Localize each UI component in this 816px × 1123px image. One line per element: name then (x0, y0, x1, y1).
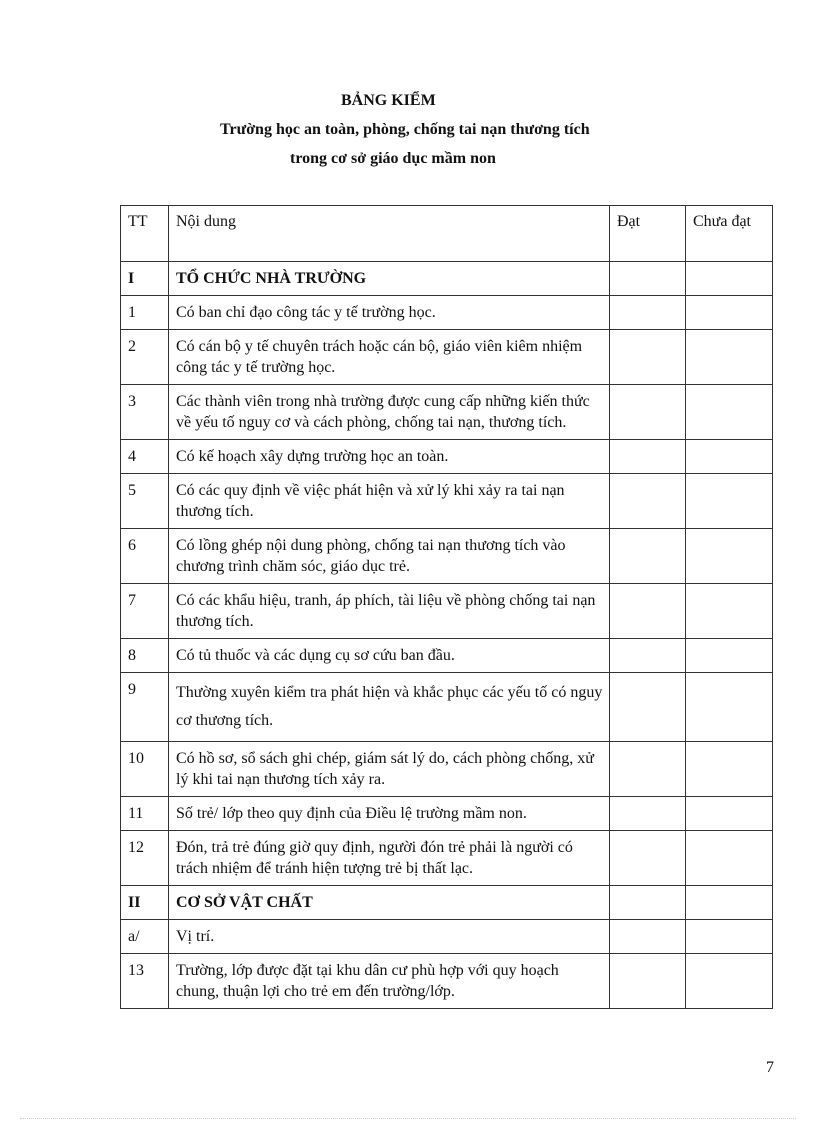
row-chua-dat-cell (686, 440, 773, 474)
checklist-table (120, 205, 773, 1009)
table-row (121, 673, 773, 742)
row-chua-dat-cell (686, 330, 773, 385)
row-chua-dat-cell (686, 797, 773, 831)
row-chua-dat-cell (686, 529, 773, 584)
row-tt: 12 (121, 831, 169, 886)
row-tt: 11 (121, 797, 169, 831)
row-dat-cell (610, 742, 686, 797)
row-dat-cell (610, 673, 686, 742)
row-dat-cell (610, 831, 686, 886)
row-tt: 8 (121, 639, 169, 673)
row-tt: 5 (121, 474, 169, 529)
row-content: Trường, lớp được đặt tại khu dân cư phù hợp với quy hoạch chung, thuận lợi cho trẻ em đến trường/lớp. (169, 954, 610, 1009)
row-dat-cell (610, 639, 686, 673)
row-tt: 6 (121, 529, 169, 584)
row-content: Có các quy định về việc phát hiện và xử lý khi xảy ra tai nạn thương tích. (169, 474, 610, 529)
table-row (121, 954, 773, 1009)
table-row (121, 262, 773, 296)
row-chua-dat-cell (686, 920, 773, 954)
title-line-3: trong cơ sở giáo dục mầm non (290, 150, 496, 167)
table-row (121, 296, 773, 330)
row-content: Có lồng ghép nội dung phòng, chống tai nạn thương tích vào chương trình chăm sóc, giáo dục trẻ. (169, 529, 610, 584)
row-dat-cell (610, 584, 686, 639)
row-content: Có cán bộ y tế chuyên trách hoặc cán bộ, giáo viên kiêm nhiệm công tác y tế trường học. (169, 330, 610, 385)
row-dat-cell (610, 797, 686, 831)
row-dat-cell (610, 954, 686, 1009)
header-dat: Đạt (610, 206, 686, 262)
row-dat-cell (610, 296, 686, 330)
row-content: Có ban chỉ đạo công tác y tế trường học. (169, 296, 610, 330)
row-dat-cell (610, 886, 686, 920)
table-row (121, 797, 773, 831)
row-chua-dat-cell (686, 886, 773, 920)
row-tt: 10 (121, 742, 169, 797)
row-chua-dat-cell (686, 831, 773, 886)
row-chua-dat-cell (686, 584, 773, 639)
row-content: Có tủ thuốc và các dụng cụ sơ cứu ban đầu. (169, 639, 610, 673)
row-chua-dat-cell (686, 639, 773, 673)
row-chua-dat-cell (686, 296, 773, 330)
header-content: Nội dung (169, 206, 610, 262)
row-tt: 13 (121, 954, 169, 1009)
table-row (121, 920, 773, 954)
table-row (121, 385, 773, 440)
row-tt: II (121, 886, 169, 920)
table-row (121, 584, 773, 639)
row-tt: 3 (121, 385, 169, 440)
row-tt: 7 (121, 584, 169, 639)
row-content: Các thành viên trong nhà trường được cung cấp những kiến thức về yếu tố nguy cơ và cách phòng, chống tai nạn, thương tích. (169, 385, 610, 440)
table-row (121, 639, 773, 673)
row-dat-cell (610, 385, 686, 440)
table-row (121, 742, 773, 797)
title-line-2: Trường học an toàn, phòng, chống tai nạn thương tích (220, 121, 590, 138)
table-header-row (121, 206, 773, 262)
row-dat-cell (610, 262, 686, 296)
row-content: Thường xuyên kiểm tra phát hiện và khắc phục các yếu tố có nguy cơ thương tích. (169, 673, 610, 742)
table-row (121, 831, 773, 886)
row-chua-dat-cell (686, 474, 773, 529)
row-tt: 1 (121, 296, 169, 330)
row-tt: a/ (121, 920, 169, 954)
page-number: 7 (766, 1059, 774, 1076)
row-tt: I (121, 262, 169, 296)
row-content: Có kế hoạch xây dựng trường học an toàn. (169, 440, 610, 474)
row-chua-dat-cell (686, 954, 773, 1009)
row-content: Vị trí. (169, 920, 610, 954)
row-content: Số trẻ/ lớp theo quy định của Điều lệ trường mầm non. (169, 797, 610, 831)
row-chua-dat-cell (686, 262, 773, 296)
row-dat-cell (610, 529, 686, 584)
row-content: TỔ CHỨC NHÀ TRƯỜNG (169, 262, 610, 296)
table-row (121, 440, 773, 474)
row-dat-cell (610, 440, 686, 474)
row-content: Có các khẩu hiệu, tranh, áp phích, tài liệu về phòng chống tai nạn thương tích. (169, 584, 610, 639)
header-chua-dat: Chưa đạt (686, 206, 773, 262)
row-chua-dat-cell (686, 673, 773, 742)
row-tt: 2 (121, 330, 169, 385)
table-row (121, 474, 773, 529)
row-chua-dat-cell (686, 742, 773, 797)
table-row (121, 330, 773, 385)
row-content: Có hồ sơ, sổ sách ghi chép, giám sát lý do, cách phòng chống, xử lý khi tai nạn thương tích xảy ra. (169, 742, 610, 797)
row-content: Đón, trả trẻ đúng giờ quy định, người đón trẻ phải là người có trách nhiệm để tránh hiện tượng trẻ bị thất lạc. (169, 831, 610, 886)
page-bottom-divider (20, 1118, 796, 1119)
row-content: CƠ SỞ VẬT CHẤT (169, 886, 610, 920)
row-dat-cell (610, 474, 686, 529)
title-line-1: BẢNG KIỂM (341, 92, 436, 109)
row-tt: 4 (121, 440, 169, 474)
row-tt: 9 (121, 673, 169, 742)
row-dat-cell (610, 920, 686, 954)
row-chua-dat-cell (686, 385, 773, 440)
header-tt: TT (121, 206, 169, 262)
table-row (121, 529, 773, 584)
table-row (121, 886, 773, 920)
row-dat-cell (610, 330, 686, 385)
